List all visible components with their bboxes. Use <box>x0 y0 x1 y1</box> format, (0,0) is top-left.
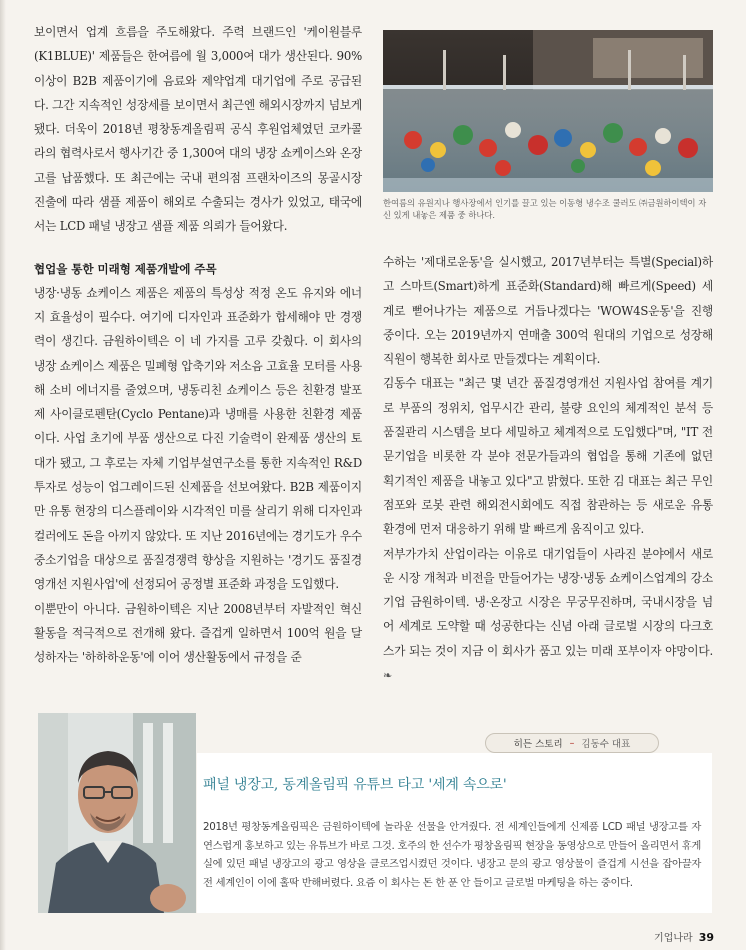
end-mark-icon: ❧ <box>383 669 393 683</box>
page-edge <box>0 0 6 950</box>
magazine-name: 기업나라 <box>654 933 693 944</box>
story-tag <box>485 733 659 753</box>
page-footer <box>654 929 714 944</box>
right-paragraph-3 <box>383 542 713 689</box>
page-number: 39 <box>698 931 714 944</box>
product-photo <box>383 30 713 192</box>
ceo-portrait <box>38 713 196 913</box>
story-tag-label: 히든 스토리 <box>513 739 563 750</box>
story-title: 패널 냉장고, 동계올림픽 유튜브 타고 '세계 속으로' <box>203 777 507 793</box>
story-tag-dash: – <box>569 737 575 749</box>
right-paragraph-3-text: 저부가가치 산업이라는 이유로 대기업들이 사라진 분야에서 새로운 시장 개척과 비전을 만들어가는 냉장·냉동 쇼케이스업계의 강소기업 금원하이텍. 냉·온장고 시장은 무궁무진하며, 국내시장을 넘어 세계로 도약할 때 성공한다는 신념 아래 글로벌 시장의 다크호스가 되는 것이 지금 이 회사가 품고 있는 미래 포부이자 야망이다. <box>383 546 713 658</box>
section-heading: 협업을 통한 미래형 제품개발에 주목 <box>34 261 217 276</box>
left-paragraph-3: 이뿐만이 아니다. 금원하이텍은 지난 2008년부터 자발적인 혁신활동을 적극적으로 전개해 왔다. 즐겁게 일하면서 100억 원을 달성하자는 '하하하운동'에 이어 생산활동에서 규정을 준 <box>34 601 362 665</box>
left-paragraph-1: 보이면서 업계 흐름을 주도해왔다. 주력 브랜드인 '케이원블루(K1BLUE)' 제품들은 한여름에 월 3,000여 대가 생산된다. 90% 이상이 B2B 제품이기에 음료와 제약업계 대기업에 주로 공급된다. 그간 지속적인 성장세를 보이면서 최근엔 해외시장까지 넘보게 됐다. 더욱이 2018년 평창동계올림픽 공식 후원업체였던 코카콜라의 협력사로서 행사기간 중 1,300여 대의 냉장 쇼케이스와 온장고를 납품했다. 또 최근에는 국내 편의점 프랜차이즈의 몽골시장 진출에 따라 샘플 제품이 해외로 수출되는 경사가 있었고, 태국에서는 LCD 패널 냉장고 샘플 제품 의뢰가 들어왔다. <box>34 25 362 234</box>
right-paragraph-1: 수하는 '제대로운동'을 실시했고, 2017년부터는 특별(Special)하고 스마트(Smart)하게 표준화(Standard)해 빠르게(Speed) 세계로 뻗어나가는 제품으로 거듭나겠다는 'WOW4S운동'을 진행 중이다. 오는 2019년까지 연매출 300억 원대의 기업으로 성장해 직원이 행복한 회사로 만들겠다는 계획이다. <box>383 255 713 367</box>
right-paragraph-2: 김동수 대표는 "최근 몇 년간 품질경영개선 지원사업 참여를 계기로 부품의 정위치, 업무시간 관리, 불량 요인의 체계적인 분석 등 품질관리 시스템을 보다 세밀하고 체계적으로 도입했다"며, "IT 전문기업을 비롯한 각 분야 전문가들과의 협업을 통해 기존에 없던 획기적인 제품을 내놓고 있다"고 밝혔다. 또한 김 대표는 최근 무인점포와 로봇 관련 해외전시회에도 직접 참관하는 등 새로운 유통 환경에 먼저 대응하기 위해 발 빠르게 움직이고 있다. <box>383 376 713 537</box>
story-body: 2018년 평창동계올림픽은 금원하이텍에 놀라운 선물을 안겨줬다. 전 세계인들에게 신제품 LCD 패널 냉장고를 자연스럽게 홍보하고 있는 유튜브가 바로 그것. 호주의 한 선수가 평창올림픽 현장을 동영상으로 만들어 올리면서 휴게실에 있던 패널 냉장고의 광고 영상을 클로즈업시켰던 것이다. 냉장고 문의 광고 영상물이 즐겁게 시선을 잡아끌자 전 세계인이 이에 홀딱 반해버렸다. 요즘 이 회사는 돈 한 푼 안 들이고 글로벌 마케팅을 하는 중이다. <box>203 821 701 889</box>
right-column <box>383 250 713 688</box>
left-paragraph-2: 냉장·냉동 쇼케이스 제품은 제품의 특성상 적정 온도 유지와 에너지 효율성이 필수다. 여기에 디자인과 표준화가 합세해야 만 경쟁력이 생긴다. 금원하이텍은 이 네 가지를 고루 갖췄다. 이 회사의 냉장 쇼케이스 제품은 밀폐형 압축기와 저소음 고효율 모터를 사용해 소비 에너지를 줄였으며, 냉동리친 쇼케이스 등은 친환경 발포제 사이클로펜탄(Cyclo Pentane)과 냉매를 사용한 친환경 제품이다. 사업 초기에 부품 생산으로 다진 기술력이 완제품 생산의 토대가 됐고, 그 후로는 자체 기업부설연구소를 통한 지속적인 R&D 투자로 성능이 업그레이드된 신제품을 선보여왔다. B2B 제품이지만 유통 현장의 디스플레이와 시각적인 미를 살리기 위해 디자인과 컬러에도 돈을 아끼지 않았다. 또 지난 2016년에는 경기도가 우수 중소기업을 대상으로 품질경쟁력 향상을 지원하는 '경기도 품질경영개선 지원사업'에 선정되어 공정별 표준화 과정을 도입했다. <box>34 285 362 592</box>
story-tag-name: 김동수 대표 <box>581 739 631 750</box>
left-column <box>34 20 362 669</box>
photo-caption: 한여름의 유원지나 행사장에서 인기를 끌고 있는 이동형 냉수조 쿨러도 ㈜금원하이텍이 자신 있게 내놓은 제품 중 하나다. <box>383 198 707 220</box>
